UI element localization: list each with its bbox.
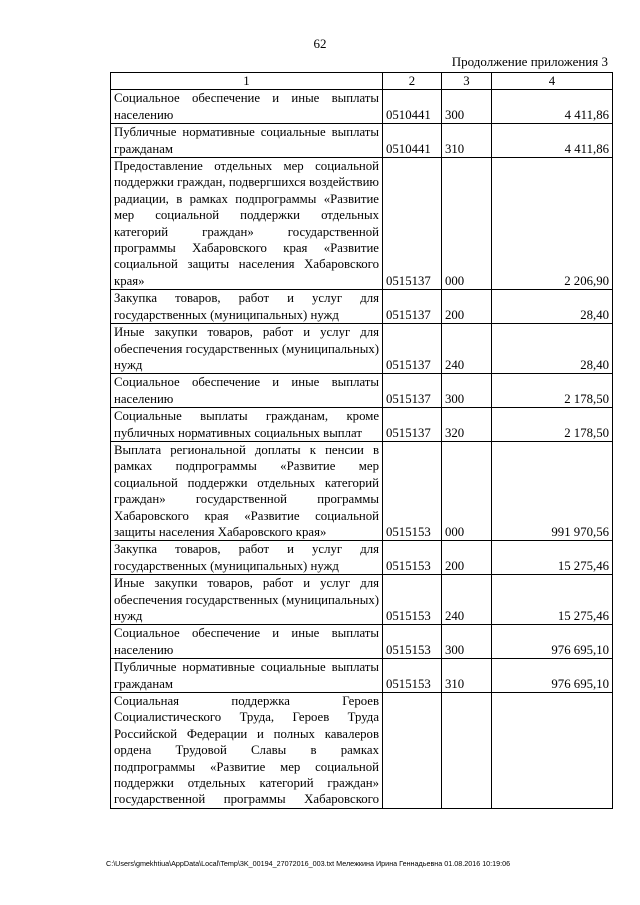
budget-table	[110, 72, 613, 809]
row-name-cell: Закупка товаров, работ и услуг для государственных (муниципальных) нужд	[111, 290, 383, 324]
row-code-cell: 0515137	[383, 374, 442, 408]
table-row	[111, 625, 613, 659]
row-code-cell: 0515137	[383, 408, 442, 442]
row-code-cell: 0515153	[383, 441, 442, 540]
row-code-cell: 0515153	[383, 625, 442, 659]
row-code-cell	[383, 693, 442, 809]
row-amount-cell: 15 275,46	[492, 575, 613, 625]
row-name-cell: Предоставление отдельных мер социальной поддержки граждан, подвергшихся воздействию радиации, в рамках подпрограммы «Развитие мер социальной поддержки отдельных категорий граждан» государственной программы Хабаровского края «Развитие социальной защиты населения Хабаровского края»	[111, 158, 383, 290]
appendix-continuation-note: Продолжение приложения 3	[451, 54, 608, 69]
row-name-cell: Социальное обеспечение и иные выплаты населению	[111, 625, 383, 659]
row-code-cell: 0515153	[383, 575, 442, 625]
row-amount-cell: 15 275,46	[492, 541, 613, 575]
row-code-cell: 0515153	[383, 541, 442, 575]
file-path-footer: C:\Users\gmekhtiua\AppData\Local\Temp\3K_00194_27072016_003.txt Мележкина Ирина Геннадьевна 01.08.2016 10:19:06	[106, 859, 511, 868]
row-code-cell: 0515153	[383, 659, 442, 693]
row-name-cell: Иные закупки товаров, работ и услуг для обеспечения государственных (муниципальных) нужд	[111, 324, 383, 374]
row-type-cell: 240	[442, 575, 492, 625]
table-row	[111, 324, 613, 374]
row-code-cell: 0510441	[383, 124, 442, 158]
row-amount-cell: 28,40	[492, 324, 613, 374]
row-type-cell: 310	[442, 659, 492, 693]
row-amount-cell: 976 695,10	[492, 625, 613, 659]
row-name-cell: Иные закупки товаров, работ и услуг для обеспечения государственных (муниципальных) нужд	[111, 575, 383, 625]
row-type-cell	[442, 693, 492, 809]
row-amount-cell: 28,40	[492, 290, 613, 324]
table-row	[111, 90, 613, 124]
table-row	[111, 541, 613, 575]
row-type-cell: 000	[442, 441, 492, 540]
column-header-code: 2	[383, 73, 442, 90]
table-row	[111, 575, 613, 625]
table-row	[111, 158, 613, 290]
row-name-cell: Публичные нормативные социальные выплаты гражданам	[111, 659, 383, 693]
table-row	[111, 693, 613, 809]
row-name-cell: Закупка товаров, работ и услуг для государственных (муниципальных) нужд	[111, 541, 383, 575]
row-name-cell: Выплата региональной доплаты к пенсии в рамках подпрограммы «Развитие мер социальной поддержки отдельных категорий граждан» государственной программы Хабаровского края «Развитие социальной защиты населения Хабаровского края»	[111, 441, 383, 540]
row-name-cell: Социальные выплаты гражданам, кроме публичных нормативных социальных выплат	[111, 408, 383, 442]
row-type-cell: 300	[442, 374, 492, 408]
column-header-name: 1	[111, 73, 383, 90]
row-code-cell: 0515137	[383, 324, 442, 374]
row-amount-cell: 976 695,10	[492, 659, 613, 693]
row-code-cell: 0515137	[383, 158, 442, 290]
row-amount-cell: 4 411,86	[492, 124, 613, 158]
row-type-cell: 310	[442, 124, 492, 158]
row-type-cell: 000	[442, 158, 492, 290]
row-type-cell: 200	[442, 541, 492, 575]
row-type-cell: 240	[442, 324, 492, 374]
table-row	[111, 290, 613, 324]
row-amount-cell: 4 411,86	[492, 90, 613, 124]
row-amount-cell: 2 206,90	[492, 158, 613, 290]
table-row	[111, 659, 613, 693]
table-row	[111, 408, 613, 442]
row-name-cell: Публичные нормативные социальные выплаты гражданам	[111, 124, 383, 158]
table-row	[111, 441, 613, 540]
page-number: 62	[313, 36, 327, 51]
row-amount-cell: 2 178,50	[492, 374, 613, 408]
row-code-cell: 0515137	[383, 290, 442, 324]
row-name-cell: Социальное обеспечение и иные выплаты населению	[111, 374, 383, 408]
row-code-cell: 0510441	[383, 90, 442, 124]
row-amount-cell: 2 178,50	[492, 408, 613, 442]
row-type-cell: 300	[442, 90, 492, 124]
table-header-row	[111, 73, 613, 90]
row-amount-cell: 991 970,56	[492, 441, 613, 540]
row-amount-cell	[492, 693, 613, 809]
row-type-cell: 200	[442, 290, 492, 324]
row-type-cell: 320	[442, 408, 492, 442]
row-name-cell: Социальная поддержка Героев Социалистического Труда, Героев Труда Российской Федерации и полных кавалеров ордена Трудовой Славы в рамках подпрограммы «Развитие мер социальной поддержки отдельных категорий граждан» государственной программы Хабаровского	[111, 693, 383, 809]
row-name-cell: Социальное обеспечение и иные выплаты населению	[111, 90, 383, 124]
table-row	[111, 124, 613, 158]
row-type-cell: 300	[442, 625, 492, 659]
column-header-type: 3	[442, 73, 492, 90]
table-row	[111, 374, 613, 408]
table-body	[111, 90, 613, 808]
column-header-amount: 4	[492, 73, 613, 90]
